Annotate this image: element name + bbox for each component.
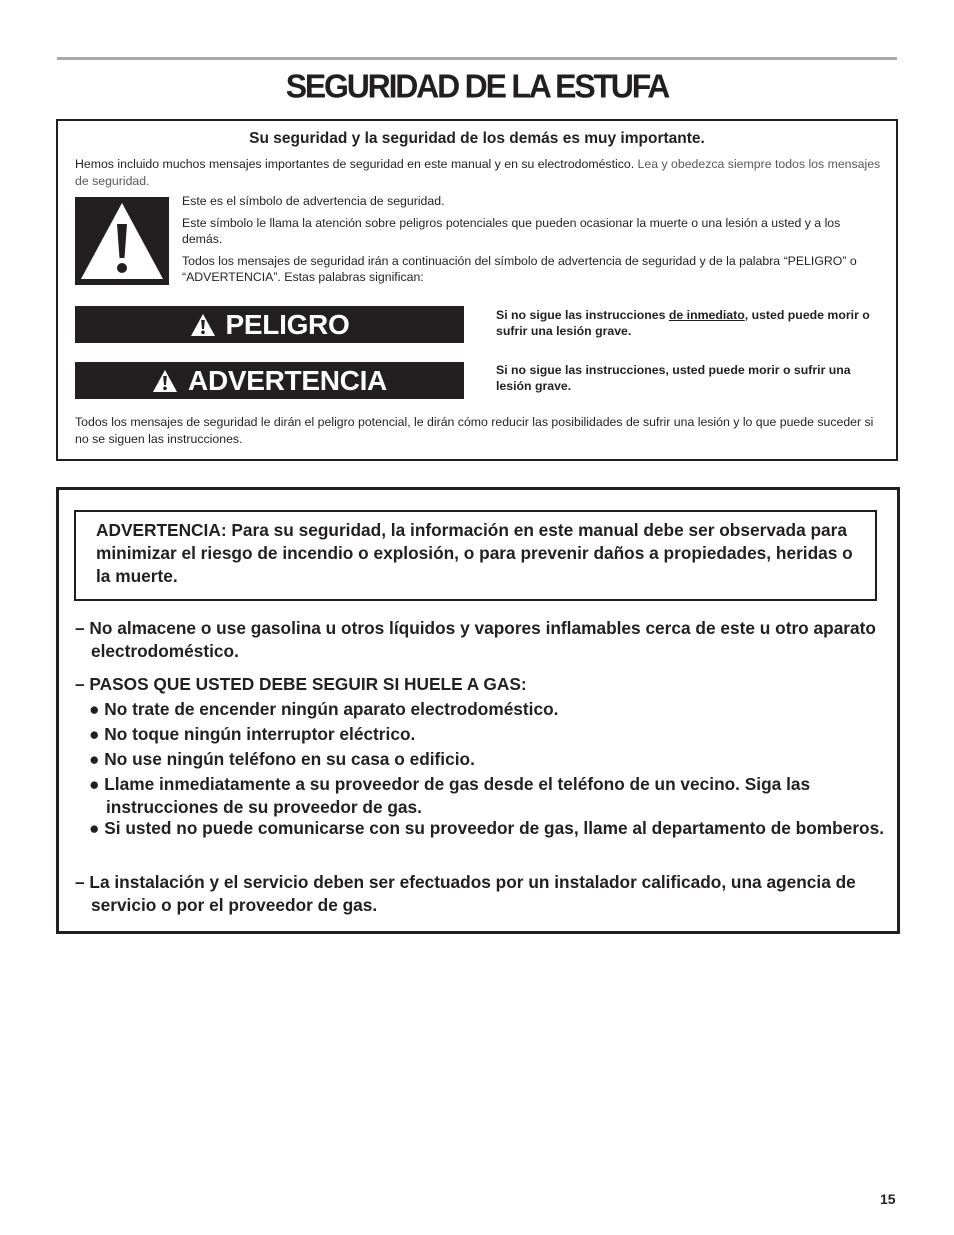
- symbol-line: Todos los mensajes de seguridad irán a continuación del símbolo de advertencia de seguridad y de la palabra “PELIGRO” o “ADVERTENCIA”. Estas palabras significan:: [182, 253, 857, 284]
- gas-warning-statement: ADVERTENCIA: Para su seguridad, la información en este manual debe ser observada para minimizar el riesgo de incendio o explosión, o para prevenir daños a propiedades, heridas o la muerte.: [74, 510, 877, 601]
- safety-intro-read: Lea y obedezca siempre todos los mensajes de seguridad.: [75, 157, 881, 188]
- gas-step: ● Si usted no puede comunicarse con su proveedor de gas, llame al departamento de bomberos.: [89, 818, 885, 838]
- warning-triangle-icon: [75, 197, 169, 285]
- warning-meaning: Si no sigue las instrucciones, usted puede morir o sufrir una lesión grave.: [496, 363, 851, 393]
- warning-triangle-icon: [152, 369, 178, 393]
- gasoline-warning-item: – No almacene o use gasolina u otros líquidos y vapores inflamables cerca de este u otro aparato electrodoméstico.: [75, 618, 876, 661]
- safety-heading: Su seguridad y la seguridad de los demás es muy importante.: [249, 130, 705, 147]
- gas-step: ● No toque ningún interruptor eléctrico.: [89, 724, 416, 744]
- danger-label: PELIGRO: [225, 308, 350, 340]
- gas-smell-steps-heading: – PASOS QUE USTED DEBE SEGUIR SI HUELE A GAS:: [75, 674, 527, 694]
- gas-step: ● Llame inmediatamente a su proveedor de gas desde el teléfono de un vecino. Siga las instrucciones de su proveedor de gas.: [89, 774, 811, 817]
- installation-service-item: – La instalación y el servicio deben ser efectuados por un instalador calificado, una agencia de servicio o por el proveedor de gas.: [75, 872, 856, 915]
- danger-meaning-pre: Si no sigue las instrucciones: [496, 308, 666, 322]
- safety-intro: [75, 156, 887, 189]
- gas-step: ● No use ningún teléfono en su casa o edificio.: [89, 749, 475, 769]
- safety-alert-symbol: [75, 197, 169, 285]
- warning-banner: [75, 362, 464, 399]
- page-title: SEGURIDAD DE LA ESTUFA: [285, 67, 669, 105]
- danger-meaning-underlined: de inmediato: [668, 308, 745, 322]
- warning-triangle-icon: [190, 313, 216, 337]
- symbol-line: Este símbolo le llama la atención sobre peligros potenciales que pueden ocasionar la muerte o una lesión a usted y a los demás.: [182, 215, 841, 246]
- danger-meaning: [496, 307, 886, 339]
- page-number: 15: [880, 1191, 896, 1207]
- gas-warning-box: [56, 487, 900, 934]
- symbol-line: Este es el símbolo de advertencia de seguridad.: [182, 194, 445, 208]
- safety-info-box: [56, 119, 898, 461]
- safety-intro-main: Hemos incluido muchos mensajes importantes de seguridad en este manual y en su electrodoméstico.: [75, 157, 635, 171]
- danger-banner: [75, 306, 464, 343]
- danger-meaning-post: , usted puede morir o sufrir una lesión grave.: [496, 308, 870, 338]
- warning-label: ADVERTENCIA: [188, 364, 387, 396]
- symbol-description: [182, 193, 882, 291]
- gas-step: ● No trate de encender ningún aparato electrodoméstico.: [89, 699, 559, 719]
- safety-outro: Todos los mensajes de seguridad le dirán el peligro potencial, le dirán cómo reducir las posibilidades de sufrir una lesión y lo que puede suceder si no se siguen las instrucciones.: [75, 415, 874, 446]
- top-rule: [57, 57, 897, 60]
